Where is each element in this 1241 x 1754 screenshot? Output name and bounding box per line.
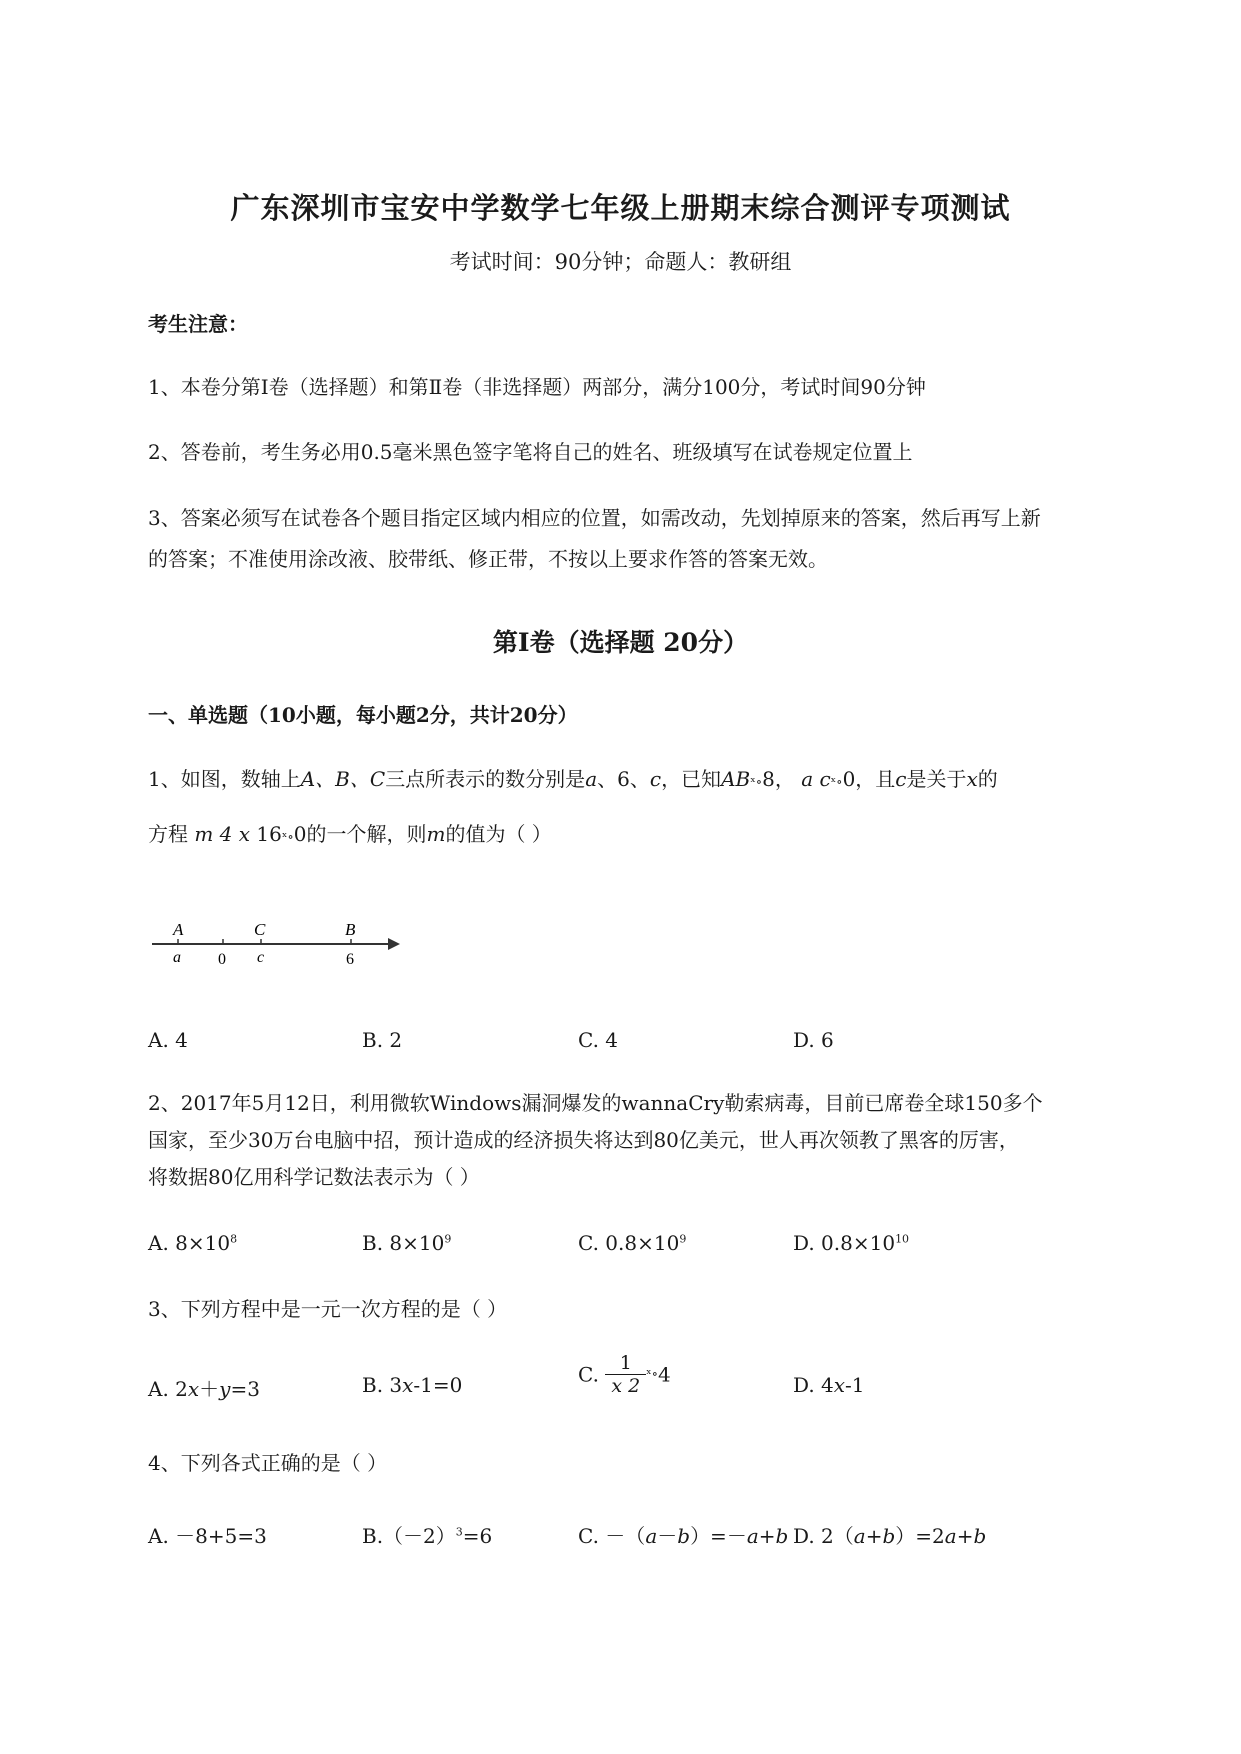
number-line-figure — [150, 910, 410, 970]
q2-option-b[interactable]: B. $8\times 10^9$ — [362, 1231, 452, 1255]
q2-option-a[interactable]: A. $8\times 10^8$ — [148, 1231, 238, 1255]
q1-option-b[interactable]: B. 2 — [362, 1028, 403, 1052]
question-1-line-2: 方程 m 4 x 16ˣ∘0的一个解，则m的值为（ ） — [148, 822, 552, 846]
q1-option-a[interactable]: A. 4 — [148, 1028, 188, 1052]
q4-option-a[interactable]: A. －8+5=3 — [148, 1524, 267, 1548]
value-c: c — [257, 949, 265, 966]
value-6: 6 — [346, 951, 354, 968]
q3-option-b[interactable]: B. 3x-1=0 — [362, 1373, 463, 1397]
fraction: $\frac{1}{x 2}$ — [605, 1352, 646, 1397]
value-0: 0 — [218, 951, 226, 968]
question-2-line-2: 国家，至少30万台电脑中招，预计造成的经济损失将达到80亿美元，世人再次领教了黑客的厉害， — [148, 1128, 1019, 1152]
label-A: A — [173, 920, 184, 939]
q1-option-c[interactable]: C. 4 — [578, 1028, 619, 1052]
q2-option-c[interactable]: C. $0.8\times 10^9$ — [578, 1231, 687, 1255]
q3-option-c[interactable]: C. $\frac{1}{x 2}$ ˣ∘4 — [578, 1352, 671, 1397]
exam-info: 考试时间：90分钟；命题人：教研组 — [449, 250, 792, 274]
q4-option-c[interactable]: C. －（a－b）=－a+b — [578, 1524, 789, 1548]
number-line-arrow — [388, 938, 400, 950]
question-4-stem: 4、下列各式正确的是（ ） — [148, 1451, 388, 1475]
notice-item-3: 3、答案必须写在试卷各个题目指定区域内相应的位置，如需改动，先划掉原来的答案，然后再写上新 — [148, 506, 1041, 530]
q2-option-d[interactable]: D. $0.8\times 10^{10}$ — [793, 1231, 910, 1255]
q3-option-a[interactable]: A. 2x＋y=3 — [148, 1377, 260, 1401]
question-2-line-3: 将数据80亿用科学记数法表示为（ ） — [148, 1165, 480, 1189]
q4-option-d[interactable]: D. 2（a+b）=2a+b — [793, 1524, 987, 1548]
q1-option-d[interactable]: D. 6 — [793, 1028, 834, 1052]
question-1-line-1: 1、如图，数轴上A、B、C三点所表示的数分别是a、6、c，已知ABˣ∘8， a cˣ∘0，且c是关于x的 — [148, 767, 998, 791]
part-heading: 一、单选题（10小题，每小题2分，共计20分） — [148, 703, 578, 727]
question-3-stem: 3、下列方程中是一元一次方程的是（ ） — [148, 1297, 508, 1321]
notice-item-3-cont: 的答案；不准使用涂改液、胶带纸、修正带，不按以上要求作答的答案无效。 — [148, 547, 828, 571]
q3-option-d[interactable]: D. 4x-1 — [793, 1373, 865, 1397]
label-B: B — [345, 920, 356, 939]
notice-item-2: 2、答卷前，考生务必用0.5毫米黑色签字笔将自己的姓名、班级填写在试卷规定位置上 — [148, 440, 913, 464]
label-C: C — [254, 920, 266, 939]
value-a: a — [173, 949, 181, 966]
notice-heading: 考生注意： — [148, 312, 248, 336]
notice-item-1: 1、本卷分第Ⅰ卷（选择题）和第Ⅱ卷（非选择题）两部分，满分100分，考试时间90分钟 — [148, 375, 926, 399]
question-2-line-1: 2、2017年5月12日，利用微软Windows漏洞爆发的wannaCry勒索病毒，目前已席卷全球150多个 — [148, 1091, 1043, 1115]
q4-option-b[interactable]: $B.(-2)^3=6$ — [362, 1524, 493, 1548]
section-title: 第Ⅰ卷（选择题 20分） — [492, 628, 749, 657]
page-title: 广东深圳市宝安中学数学七年级上册期末综合测评专项测试 — [230, 191, 1011, 225]
